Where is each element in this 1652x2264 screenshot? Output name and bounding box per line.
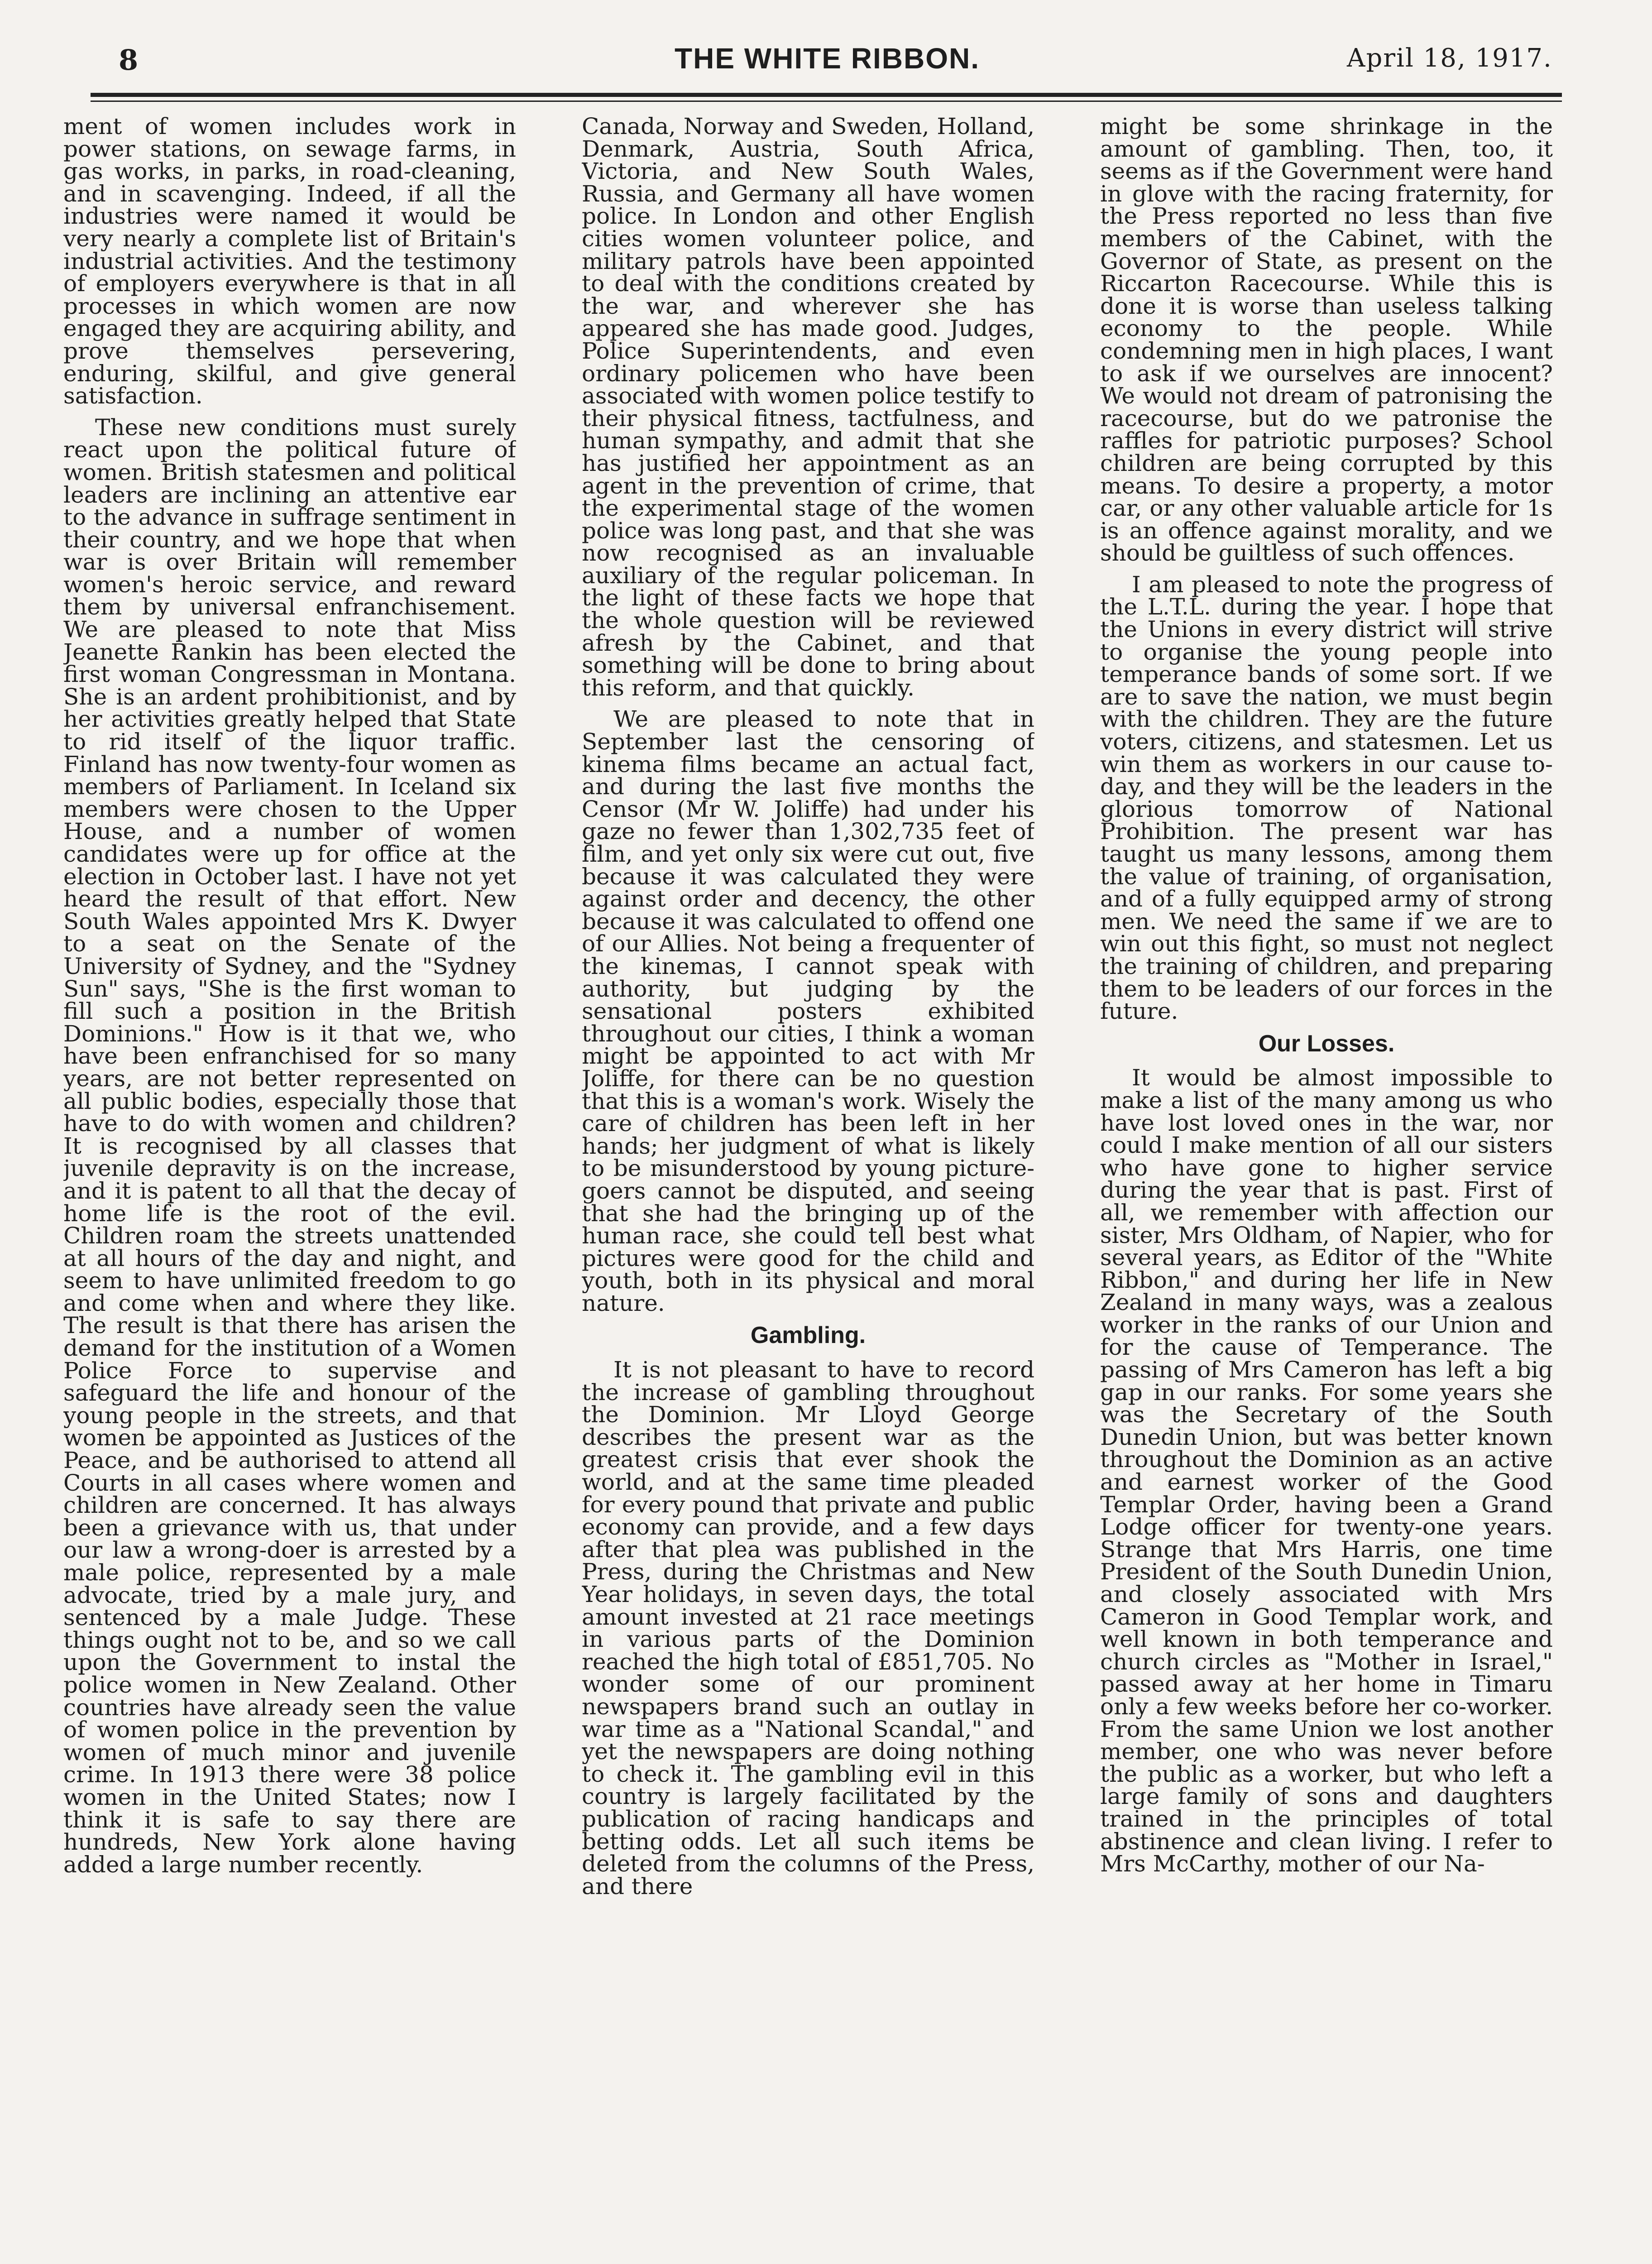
page-header (0, 0, 1652, 91)
journal-title: THE WHITE RIBBON. (675, 42, 980, 75)
issue-date: April 18, 1917. (1347, 43, 1552, 73)
paragraph: I am pleased to note the progress of the L.T.L. during the year. I hope that the Unions in every district will strive to organise the young people into temperance bands of some sort. If we are to save the nation, we must begin with the children. They are the future voters, citizens, and statesmen. Let us win them as workers in our cause to-day, and they will be the leaders in the glorious tomorrow of National Prohibition. The present war has taught us many lessons, among them the value of training, of organisation, and of a fully equipped army of strong men. We need the same if we are to win out this fight, so must not neglect the training of children, and preparing them to be leaders of our forces in the future. (1100, 571, 1553, 1025)
paragraph: might be some shrinkage in the amount of gambling. Then, too, it seems as if the Government were hand in glove with the racing fraternity, for the Press reported no less than five members of the Cabinet, with the Governor of State, as present on the Riccarton Racecourse. While this is done it is worse than useless talking economy to the people. While condemning men in high places, I want to ask if we ourselves are innocent? We would not dream of patronising the racecourse, but do we patronise the raffles for patriotic purposes? School children are being corrupted by this means. To desire a property, a motor car, or any other valuable article for 1s is an offence against morality, and we should be guiltless of such offences. (1100, 115, 1553, 566)
column-1 (63, 115, 516, 2253)
column-3 (1100, 115, 1553, 2253)
header-rule-thin (91, 101, 1562, 102)
header-rule-thick (91, 93, 1562, 97)
column-2 (582, 115, 1034, 2253)
section-heading-our-losses: Our Losses. (1258, 1030, 1395, 1057)
paragraph: It is not pleasant to have to record the increase of gambling throughout the Dominion. Mr Lloyd George describes the present war as the greatest crisis that ever shook the world, and at the same time pleaded for every pound that private and public economy can provide, and a few days after that plea was published in the Press, during the Christmas and New Year holidays, in seven days, the total amount invested at 21 race meetings in various parts of the Dominion reached the high total of £851,705. No wonder some of our prominent newspapers brand such an outlay in war time as a "National Scandal," and yet the newspapers are doing nothing to check it. The gambling evil in this country is largely facilitated by the publication of racing handicaps and betting odds. Let all such items be deleted from the columns of the Press, and there (582, 1357, 1034, 1899)
paragraph: ment of women includes work in power stations, on sewage farms, in gas works, in parks, in road-cleaning, and in scavenging. Indeed, if all the industries were named it would be very nearly a complete list of Britain's industrial activities. And the testimony of employers everywhere is that in all processes in which women are now engaged they are acquiring ability, and prove themselves persevering, enduring, skilful, and give general satisfaction. (63, 115, 516, 409)
page-number: 8 (119, 43, 139, 77)
section-heading-gambling: Gambling. (750, 1322, 866, 1349)
paragraph: It would be almost impossible to make a list of the many among us who have lost loved ones in the war, nor could I make mention of all our sisters who have gone to higher service during the year that is past. First of all, we remember with affection our sister, Mrs Oldham, of Napier, who for several years, as Editor of the "White Ribbon," and during her life in New Zealand in many ways, was a zealous worker in the ranks of our Union and for the cause of Temperance. The passing of Mrs Cameron has left a big gap in our ranks. For some years she was the Secretary of the South Dunedin Union, but was better known throughout the Dominion as an active and earnest worker of the Good Templar Order, having been a Grand Lodge officer for twenty-one years. Strange that Mrs Harris, one time President of the South Dunedin Union, and closely associated with Mrs Cameron in Good Templar work, and well known in both temperance and church circles as "Mother in Israel," passed away at her home in Timaru only a few weeks before her co-worker. From the same Union we lost another member, one who was never before the public as a worker, but who left a large family of sons and daughters trained in the principles of total abstinence and clean living. I refer to Mrs McCarthy, mother of our Na- (1100, 1065, 1553, 1877)
paragraph: Canada, Norway and Sweden, Holland, Denmark, Austria, South Africa, Victoria, and New South Wales, Russia, and Germany all have women police. In London and other English cities women volunteer police, and military patrols have been appointed to deal with the conditions created by the war, and wherever she has appeared she has made good. Judges, Police Superintendents, and even ordinary policemen who have been associated with women police testify to their physical fitness, tactfulness, and human sympathy, and admit that she has justified her appointment as an agent in the prevention of crime, that the experimental stage of the women police was long past, and that she was now recognised as an invaluable auxiliary of the regular policeman. In the light of these facts we hope that the whole question will be reviewed afresh by the Cabinet, and that something will be done to bring about this reform, and that quickly. (582, 115, 1034, 701)
paragraph: These new conditions must surely react upon the political future of women. British statesmen and political leaders are inclining an attentive ear to the advance in suffrage sentiment in their country, and we hope that when war is over Britain will remember women's heroic service, and reward them by universal enfranchisement. We are pleased to note that Miss Jeanette Rankin has been elected the first woman Congressman in Montana. She is an ardent prohibitionist, and by her activities greatly helped that State to rid itself of the liquor traffic. Finland has now twenty-four women as members of Parliament. In Iceland six members were chosen to the Upper House, and a number of women candidates were up for office at the election in October last. I have not yet heard the result of that effort. New South Wales appointed Mrs K. Dwyer to a seat on the Senate of the University of Sydney, and the "Sydney Sun" says, "She is the first woman to fill such a position in the British Dominions." How is it that we, who have been enfranchised for so many years, are not better represented on all public bodies, especially those that have to do with women and children? It is recognised by all classes that juvenile depravity is on the increase, and it is patent to all that the decay of home life is the root of the evil. Children roam the streets unattended at all hours of the day and night, and seem to have unlimited freedom to go and come when and where they like. The result is that there has arisen the demand for the institution of a Women Police Force to supervise and safeguard the life and honour of the young people in the streets, and that women be appointed as Justices of the Peace, and be authorised to attend all Courts in all cases where women and children are concerned. It has always been a grievance with us, that under our law a wrong-doer is arrested by a male police, represented by a male advocate, tried by a male jury, and sentenced by a male Judge. These things ought not to be, and so we call upon the Government to instal the police women in New Zealand. Other countries have already seen the value of women police in the prevention by women of much minor and juvenile crime. In 1913 there were 38 police women in the United States; now I think it is safe to say there are hundreds, New York alone having added a large number recently. (63, 414, 516, 1878)
paragraph: We are pleased to note that in September last the censoring of kinema films became an actual fact, and during the last five months the Censor (Mr W. Joliffe) had under his gaze no fewer than 1,302,735 feet of film, and yet only six were cut out, five because it was calculated they were against order and decency, the other because it was calculated to offend one of our Allies. Not being a frequenter of the kinemas, I cannot speak with authority, but judging by the sensational posters exhibited throughout our cities, I think a woman might be appointed to act with Mr Joliffe, for there can be no question that this is a woman's work. Wisely the care of children has been left in her hands; her judgment of what is likely to be misunderstood by young picture-goers cannot be disputed, and seeing that she had the bringing up of the human race, she could tell best what pictures were good for the child and youth, both in its physical and moral nature. (582, 706, 1034, 1316)
